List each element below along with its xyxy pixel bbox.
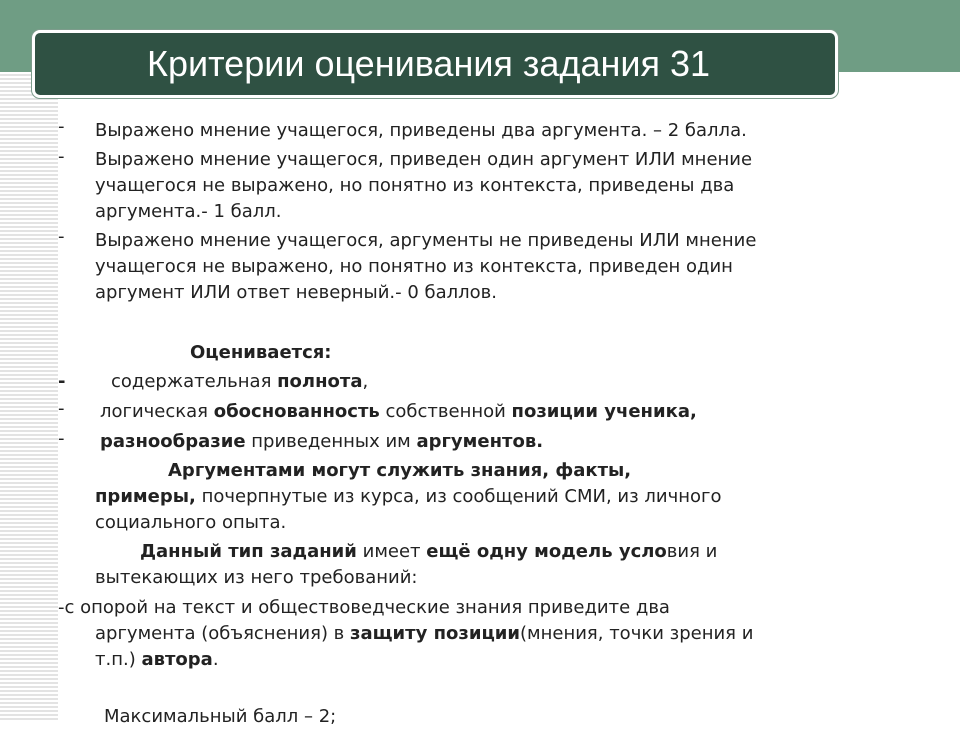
assessed-marker: - xyxy=(58,398,65,419)
assessed-item: содержательная полнота, xyxy=(111,371,369,392)
arguments-note-line: Аргументами могут служить знания, факты, xyxy=(168,460,632,481)
criterion-text: учащегося не выражено, но понятно из контекста, приведен один xyxy=(95,256,733,277)
assessed-heading: Оценивается: xyxy=(190,342,332,363)
criterion-text: Выражено мнение учащегося, приведены два аргумента. – 2 балла. xyxy=(95,120,747,141)
arguments-note-line: примеры, почерпнутые из курса, из сообщений СМИ, из личного xyxy=(95,486,722,507)
task-note-line: т.п.) автора. xyxy=(95,649,219,670)
criterion-text: Выражено мнение учащегося, приведен один аргумент ИЛИ мнение xyxy=(95,149,753,170)
criterion-marker: - xyxy=(58,116,65,137)
criterion-text: аргумент ИЛИ ответ неверный.- 0 баллов. xyxy=(95,282,497,303)
arguments-note-line: социального опыта. xyxy=(95,512,287,533)
criterion-text: учащегося не выражено, но понятно из контекста, приведены два xyxy=(95,175,735,196)
assessed-marker: - xyxy=(58,371,66,392)
criterion-text: аргумента.- 1 балл. xyxy=(95,201,282,222)
assessed-marker: - xyxy=(58,428,65,449)
criterion-marker: - xyxy=(58,146,65,167)
slide-title: Критерии оценивания задания 31 xyxy=(147,43,711,84)
model-note-line: вытекающих из него требований: xyxy=(95,567,418,588)
task-note-line: -с опорой на текст и обществоведческие знания приведите два xyxy=(58,597,670,618)
assessed-item: логическая обоснованность собственной позиции ученика, xyxy=(100,401,697,422)
assessed-item: разнообразие приведенных им аргументов. xyxy=(100,431,544,452)
title-banner xyxy=(32,30,838,98)
decorative-stripes xyxy=(0,72,58,720)
model-note-line: Данный тип заданий имеет ещё одну модель условия и xyxy=(140,541,718,562)
task-note-line: аргумента (объяснения) в защиту позиции(мнения, точки зрения и xyxy=(95,623,754,644)
criterion-marker: - xyxy=(58,226,65,247)
criterion-text: Выражено мнение учащегося, аргументы не приведены ИЛИ мнение xyxy=(95,230,757,251)
max-score-note: Максимальный балл – 2; xyxy=(104,706,337,727)
